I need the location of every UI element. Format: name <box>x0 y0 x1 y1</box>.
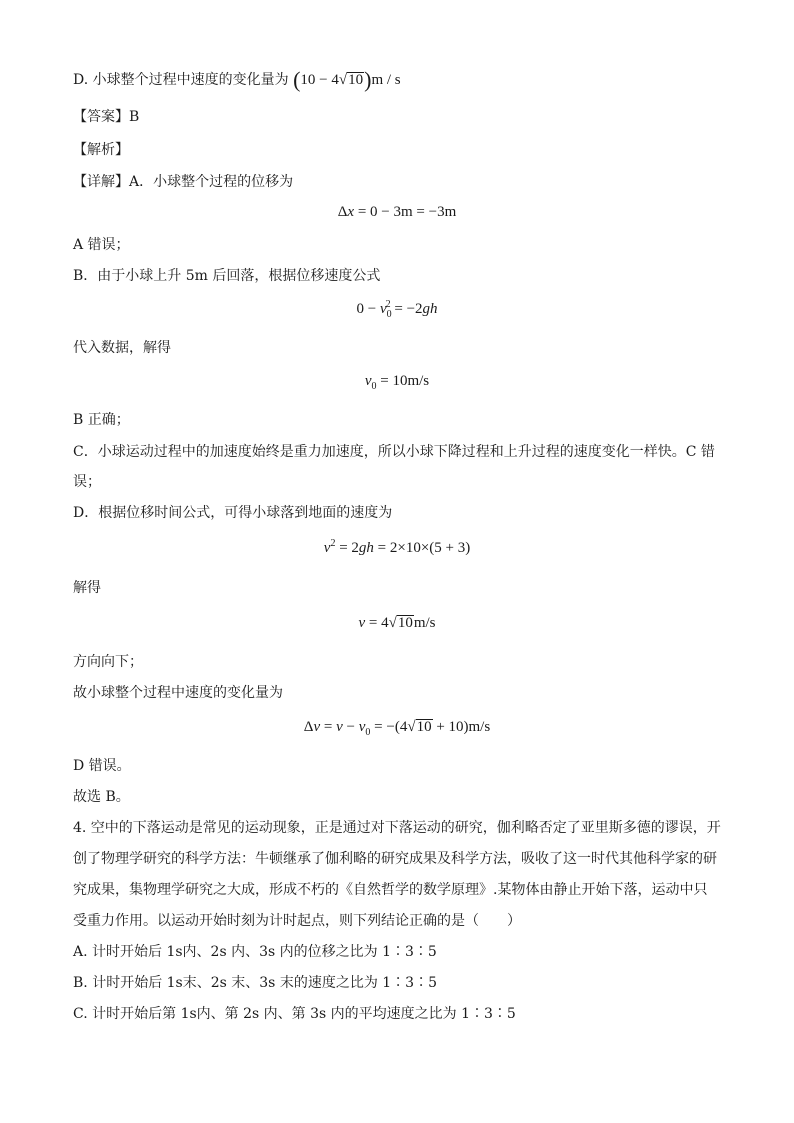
question4-option-c: C. 计时开始后第 1s内、第 2s 内、第 3s 内的平均速度之比为 1∶3∶5 <box>73 1006 516 1022</box>
equation-velocity-displacement: $0 - v_0^2 = -2gh$ <box>356 299 438 320</box>
b-intro: B．由于小球上升 5m 后回落，根据位移速度公式 <box>73 268 381 284</box>
option-d-label: D. <box>73 72 89 88</box>
therefore-text: 故小球整个过程中速度的变化量为 <box>73 685 283 701</box>
equation-final-velocity-squared: $v^2 = 2gh = 2\times 10\times(5 + 3)$ <box>323 538 471 556</box>
equation-final-velocity: v = 4√10m/s <box>358 615 436 631</box>
analysis-label: 【解析】 <box>73 142 129 158</box>
question4-line-1: 4. 空中的下落运动是常见的运动现象，正是通过对下落运动的研究，伽利略否定了亚里斯多德的谬误，开 <box>73 820 721 836</box>
option-d-formula: (10 − 4√10)m / s <box>293 67 401 92</box>
equation-velocity-change: $\Delta v = v - v_0 = -(4√10 + 10)m/s$ <box>303 719 491 738</box>
equation-initial-velocity: $v_0 = 10m/s$ <box>364 373 430 392</box>
equation-displacement: Δx = 0 − 3m = −3m <box>337 204 457 220</box>
detail-a-intro: 【详解】A．小球整个过程的位移为 <box>73 174 294 190</box>
c-line-2: 误； <box>73 474 101 490</box>
a-wrong: A 错误； <box>73 237 130 253</box>
question4-line-2: 创了物理学研究的科学方法：牛顿继承了伽利略的研究成果及科学方法，吸收了这一时代其他科学家的研 <box>73 851 717 867</box>
choose-text: 故选 B。 <box>73 789 130 805</box>
solve-text: 解得 <box>73 580 101 596</box>
question4-line-3: 究成果，集物理学研究之大成，形成不朽的《自然哲学的数学原理》.某物体由静止开始下落，运动中只 <box>73 882 708 898</box>
d-intro: D．根据位移时间公式，可得小球落到地面的速度为 <box>73 505 393 521</box>
question4-option-b: B. 计时开始后 1s末、2s 末、3s 末的速度之比为 1∶3∶5 <box>73 975 437 991</box>
option-d-line <box>73 67 401 92</box>
question4-option-a: A. 计时开始后 1s内、2s 内、3s 内的位移之比为 1∶3∶5 <box>73 944 437 960</box>
b-right: B 正确； <box>73 412 130 428</box>
question4-line-4: 受重力作用。以运动开始时刻为计时起点，则下列结论正确的是（ ） <box>73 913 521 929</box>
answer-line <box>73 107 139 127</box>
answer-label: 【答案】 <box>73 109 129 125</box>
detail-label: 【详解】 <box>73 174 129 190</box>
answer-value: B <box>129 109 140 125</box>
c-line-1: C．小球运动过程中的加速度始终是重力加速度，所以小球下降过程和上升过程的速度变化一样快。C 错 <box>73 444 715 460</box>
direction-text: 方向向下； <box>73 654 143 670</box>
substitute-text: 代入数据，解得 <box>73 340 171 356</box>
d-wrong: D 错误。 <box>73 758 131 774</box>
option-d-text: 小球整个过程中速度的变化量为 <box>92 72 289 88</box>
